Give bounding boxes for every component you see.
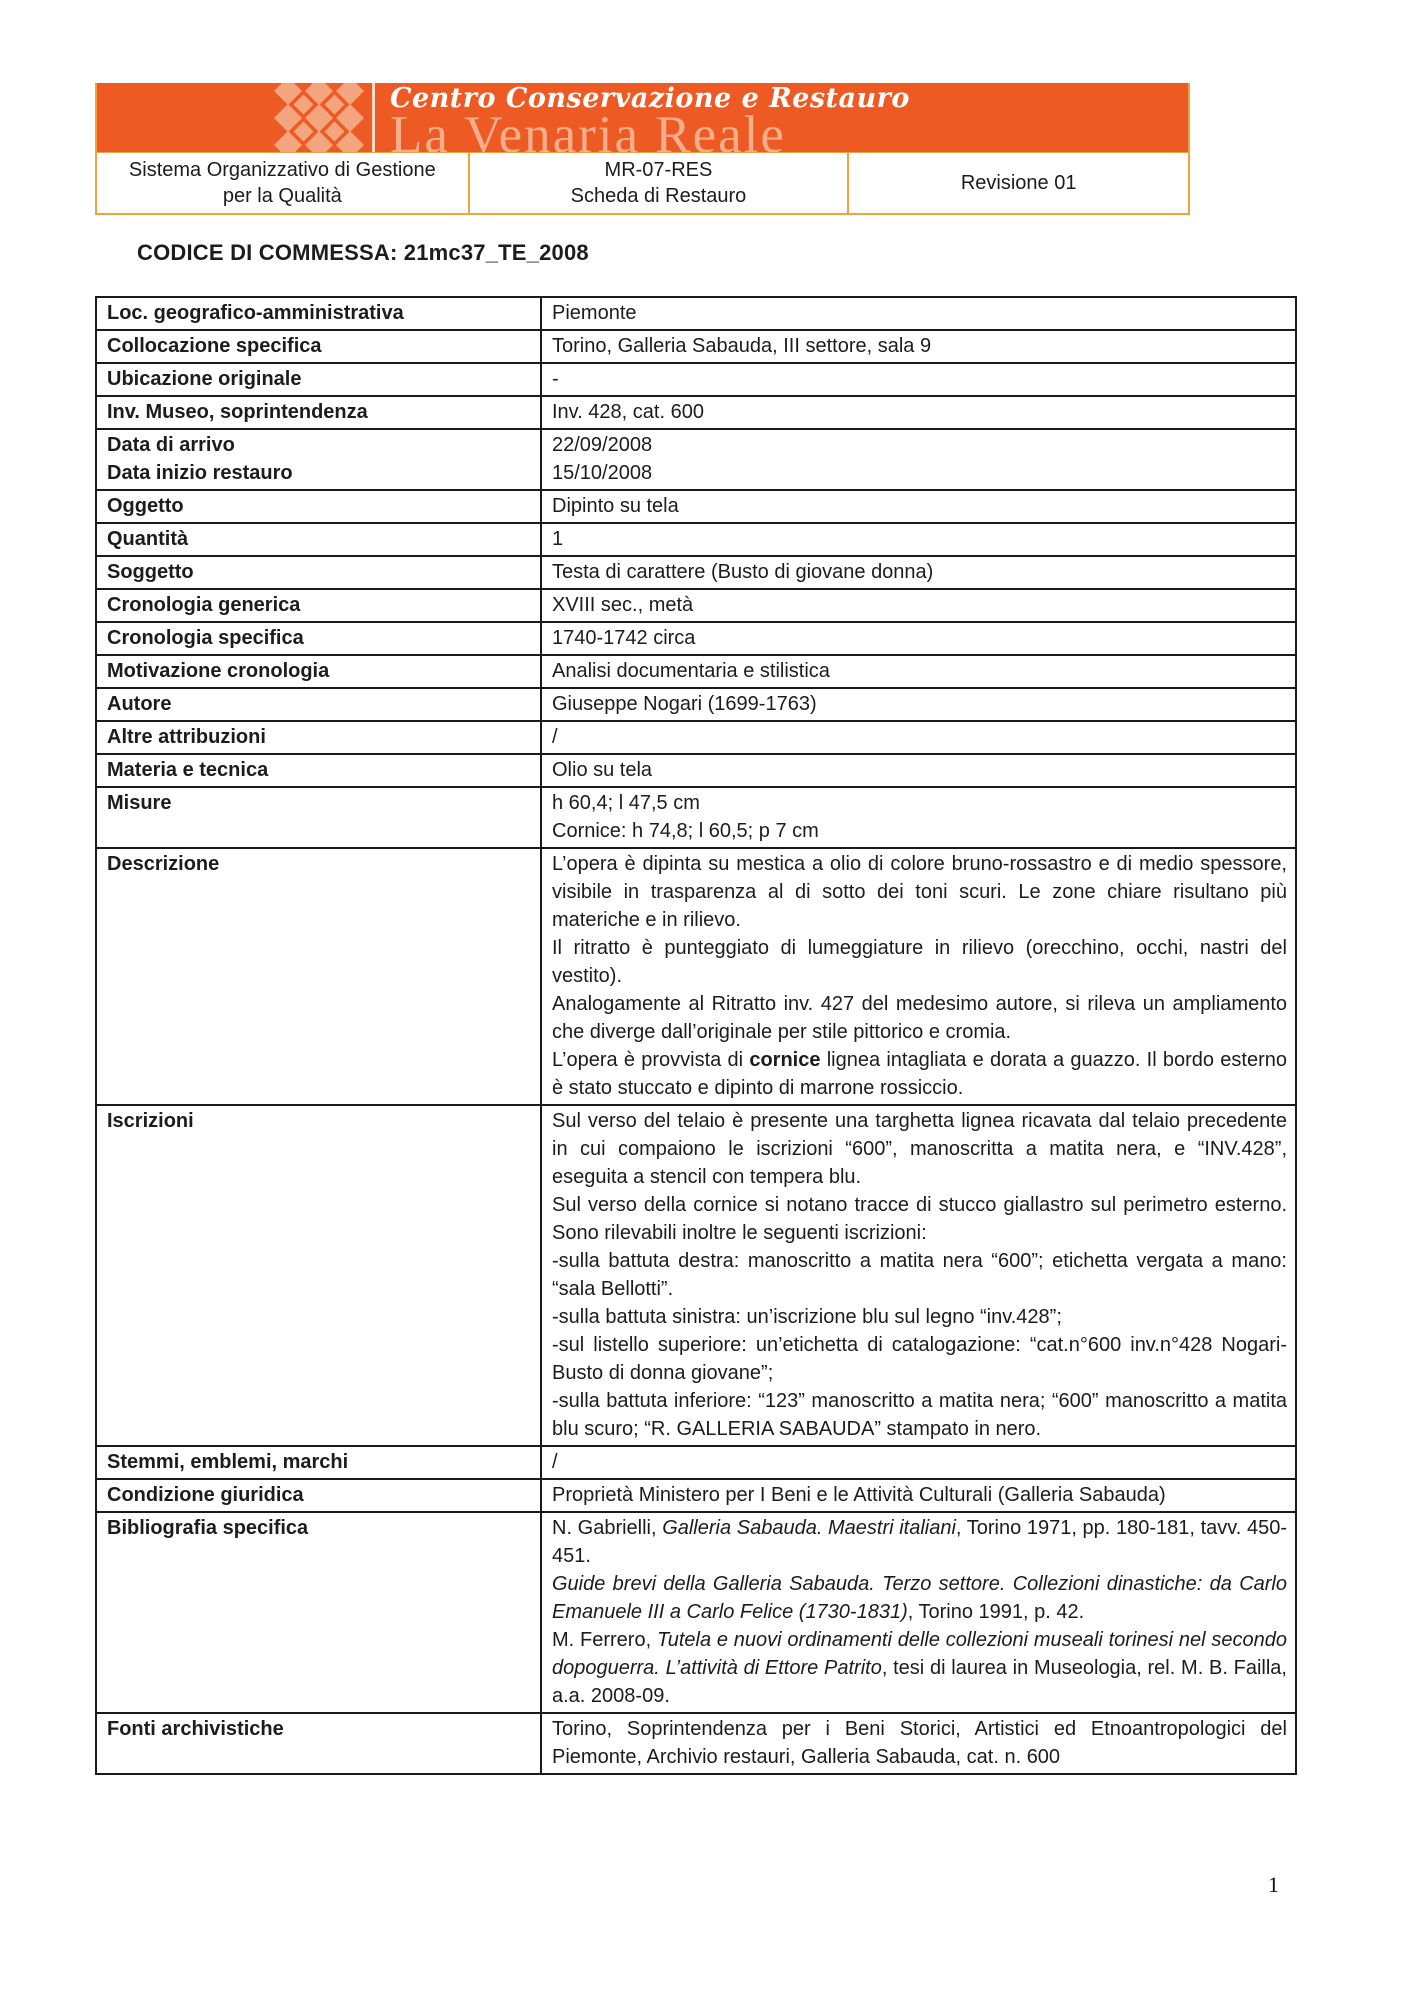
field-label [96,787,541,848]
field-value-paragraph: Analisi documentaria e stilistica [552,660,830,682]
table-row [96,330,1296,363]
doc-code: MR-07-RES [604,159,713,181]
table-row [96,1713,1296,1774]
field-value [541,754,1296,787]
letterhead [95,83,1190,215]
system-label-line2: per la Qualità [222,185,342,207]
field-label [96,754,541,787]
field-label [96,1479,541,1512]
field-value-paragraph: / [552,1451,558,1473]
field-value [541,363,1296,396]
banner-divider [372,83,375,153]
letterhead-banner [97,83,1188,153]
table-row [96,556,1296,589]
field-value-paragraph: Dipinto su tela [552,495,679,517]
page-number: 1 [1268,1872,1279,1897]
table-row [96,1446,1296,1479]
field-value-paragraph: 1 [552,528,564,550]
table-row [96,363,1296,396]
field-value-paragraph: -sulla battuta inferiore: “123” manoscritto a matita nera; “600” manoscritto a matita blu scuro; “R. GALLERIA SABAUDA” stampato in nero. [552,1390,1287,1440]
field-label-line: Altre attribuzioni [107,726,266,748]
table-row [96,787,1296,848]
table-row [96,688,1296,721]
letterhead-doc-cell [470,153,850,213]
field-label [96,490,541,523]
field-label [96,589,541,622]
field-value-paragraph: Olio su tela [552,759,653,781]
field-label [96,396,541,429]
field-label-line: Bibliografia specifica [107,1517,309,1539]
field-label [96,688,541,721]
field-value-paragraph: Torino, Soprintendenza per i Beni Storici, Artistici ed Etnoantropologici del Piemonte, Archivio restauri, Galleria Sabauda, cat. n. 600 [552,1718,1287,1768]
field-label [96,721,541,754]
field-value [541,721,1296,754]
field-value-paragraph: 15/10/2008 [552,462,653,484]
field-value-paragraph: 1740-1742 circa [552,627,696,649]
field-value-paragraph: Proprietà Ministero per I Beni e le Attività Culturali (Galleria Sabauda) [552,1484,1166,1506]
document-page [95,83,1295,1775]
field-label [96,523,541,556]
field-value-paragraph: Sul verso della cornice si notano tracce di stucco giallastro sul perimetro esterno. Sono rilevabili inoltre le seguenti iscrizioni: [552,1194,1287,1244]
table-row [96,622,1296,655]
field-label-line: Descrizione [107,853,220,875]
field-label-line: Misure [107,792,172,814]
field-label-line: Soggetto [107,561,194,583]
field-label-line: Data di arrivo [107,434,235,456]
field-label [96,363,541,396]
field-value [541,490,1296,523]
field-label-line: Condizione giuridica [107,1484,304,1506]
field-value-paragraph: Sul verso del telaio è presente una targhetta lignea ricavata dal telaio precedente in cui compaiono le iscrizioni “600”, manoscritta a matita nera, e “INV.428”, eseguita a stencil con tempera blu. [552,1110,1287,1188]
field-value-paragraph: M. Ferrero, Tutela e nuovi ordinamenti delle collezioni museali torinesi nel secondo dopoguerra. L’attività di Ettore Patrito, tesi di laurea in Museologia, rel. M. B. Failla, a.a. 2008-09. [552,1629,1288,1707]
table-row [96,1105,1296,1446]
field-label-line: Fonti archivistiche [107,1718,284,1740]
field-value [541,1446,1296,1479]
letterhead-system-cell [97,153,470,213]
letterhead-revision-cell [849,153,1188,213]
field-label-line: Data inizio restauro [107,462,293,484]
table-row [96,396,1296,429]
field-value [541,787,1296,848]
field-value [541,622,1296,655]
field-label-line: Stemmi, emblemi, marchi [107,1451,349,1473]
table-row [96,721,1296,754]
field-value-paragraph: Il ritratto è punteggiato di lumeggiature in rilievo (orecchino, occhi, nastri del vestito). [552,937,1287,987]
field-value-paragraph: - [552,368,559,390]
table-row [96,490,1296,523]
field-value-paragraph: Giuseppe Nogari (1699-1763) [552,693,817,715]
field-label [96,848,541,1105]
field-value-paragraph: Guide brevi della Galleria Sabauda. Terzo settore. Collezioni dinastiche: da Carlo Emanuele III a Carlo Felice (1730-1831), Torino 1991, p. 42. [552,1573,1287,1623]
field-label-line: Motivazione cronologia [107,660,330,682]
doc-name: Scheda di Restauro [570,185,747,207]
field-label [96,1713,541,1774]
field-value-paragraph: h 60,4; l 47,5 cm [552,792,700,814]
field-label-line: Ubicazione originale [107,368,302,390]
field-value-paragraph: N. Gabrielli, Galleria Sabauda. Maestri italiani, Torino 1971, pp. 180-181, tavv. 450-451. [552,1517,1287,1567]
field-label-line: Loc. geografico-amministrativa [107,302,404,324]
banner-wordmark [390,85,910,153]
field-label-line: Cronologia generica [107,594,301,616]
table-row [96,523,1296,556]
field-value [541,1105,1296,1446]
table-row [96,589,1296,622]
field-label [96,655,541,688]
field-value-paragraph: Piemonte [552,302,637,324]
field-value [541,523,1296,556]
revision-label: Revisione 01 [960,172,1077,194]
field-value-paragraph: Inv. 428, cat. 600 [552,401,704,423]
field-value-paragraph: -sulla battuta destra: manoscritto a matita nera “600”; etichetta vergata a mano: “sala Bellotti”. [552,1250,1287,1300]
banner-org-name: Centro Conservazione e Restauro [390,83,910,114]
field-label [96,330,541,363]
system-label-line1: Sistema Organizzativo di Gestione [128,159,436,181]
field-value-paragraph: 22/09/2008 [552,434,653,456]
record-table-body [96,297,1296,1774]
field-value-paragraph: Analogamente al Ritratto inv. 427 del medesimo autore, si rileva un ampliamento che diverge dall’originale per stile pittorico e cromia. [552,993,1287,1043]
field-value-paragraph: -sulla battuta sinistra: un’iscrizione blu sul legno “inv.428”; [552,1306,1062,1328]
field-value [541,848,1296,1105]
field-value-paragraph: Testa di carattere (Busto di giovane donna) [552,561,934,583]
field-value [541,1713,1296,1774]
banner-site-name: La Venaria Reale [390,106,786,153]
field-value [541,556,1296,589]
table-row [96,848,1296,1105]
field-label-line: Quantità [107,528,189,550]
table-row [96,754,1296,787]
table-row [96,297,1296,330]
field-label-line: Oggetto [107,495,184,517]
field-value [541,297,1296,330]
field-label [96,622,541,655]
field-value [541,396,1296,429]
field-value [541,589,1296,622]
table-row [96,1512,1296,1713]
letterhead-info-row [97,153,1188,213]
field-value-paragraph: Cornice: h 74,8; l 60,5; p 7 cm [552,820,819,842]
table-row [96,1479,1296,1512]
field-value [541,330,1296,363]
table-row [96,429,1296,490]
field-value-paragraph: -sul listello superiore: un’etichetta di catalogazione: “cat.n°600 inv.n°428 Nogari- Busto di donna giovane”; [552,1334,1287,1384]
field-value-paragraph: L’opera è dipinta su mestica a olio di colore bruno-rossastro e di medio spessore, visibile in trasparenza al di sotto dei toni scuri. Le zone chiare risultano più materiche e in rilievo. [552,853,1287,931]
field-label-line: Iscrizioni [107,1110,194,1132]
field-label [96,556,541,589]
field-value [541,688,1296,721]
field-value-paragraph: / [552,726,558,748]
field-label [96,1512,541,1713]
field-value [541,1479,1296,1512]
field-value-paragraph: XVIII sec., metà [552,594,694,616]
field-label [96,1446,541,1479]
venaria-diamond-logo-icon [272,83,367,153]
field-label-line: Materia e tecnica [107,759,269,781]
commission-code-title: CODICE DI COMMESSA: 21mc37_TE_2008 [137,240,589,265]
field-value-paragraph: L’opera è provvista di cornice lignea intagliata e dorata a guazzo. Il bordo esterno è stato stuccato e dipinto di marrone rossiccio. [552,1049,1288,1099]
field-label [96,429,541,490]
field-label-line: Autore [107,693,172,715]
field-value-paragraph: Torino, Galleria Sabauda, III settore, sala 9 [552,335,932,357]
field-value [541,655,1296,688]
field-label-line: Cronologia specifica [107,627,304,649]
restoration-record-table [95,296,1297,1775]
table-row [96,655,1296,688]
field-label [96,297,541,330]
field-label-line: Collocazione specifica [107,335,322,357]
field-value [541,1512,1296,1713]
field-value [541,429,1296,490]
field-label [96,1105,541,1446]
field-label-line: Inv. Museo, soprintendenza [107,401,368,423]
